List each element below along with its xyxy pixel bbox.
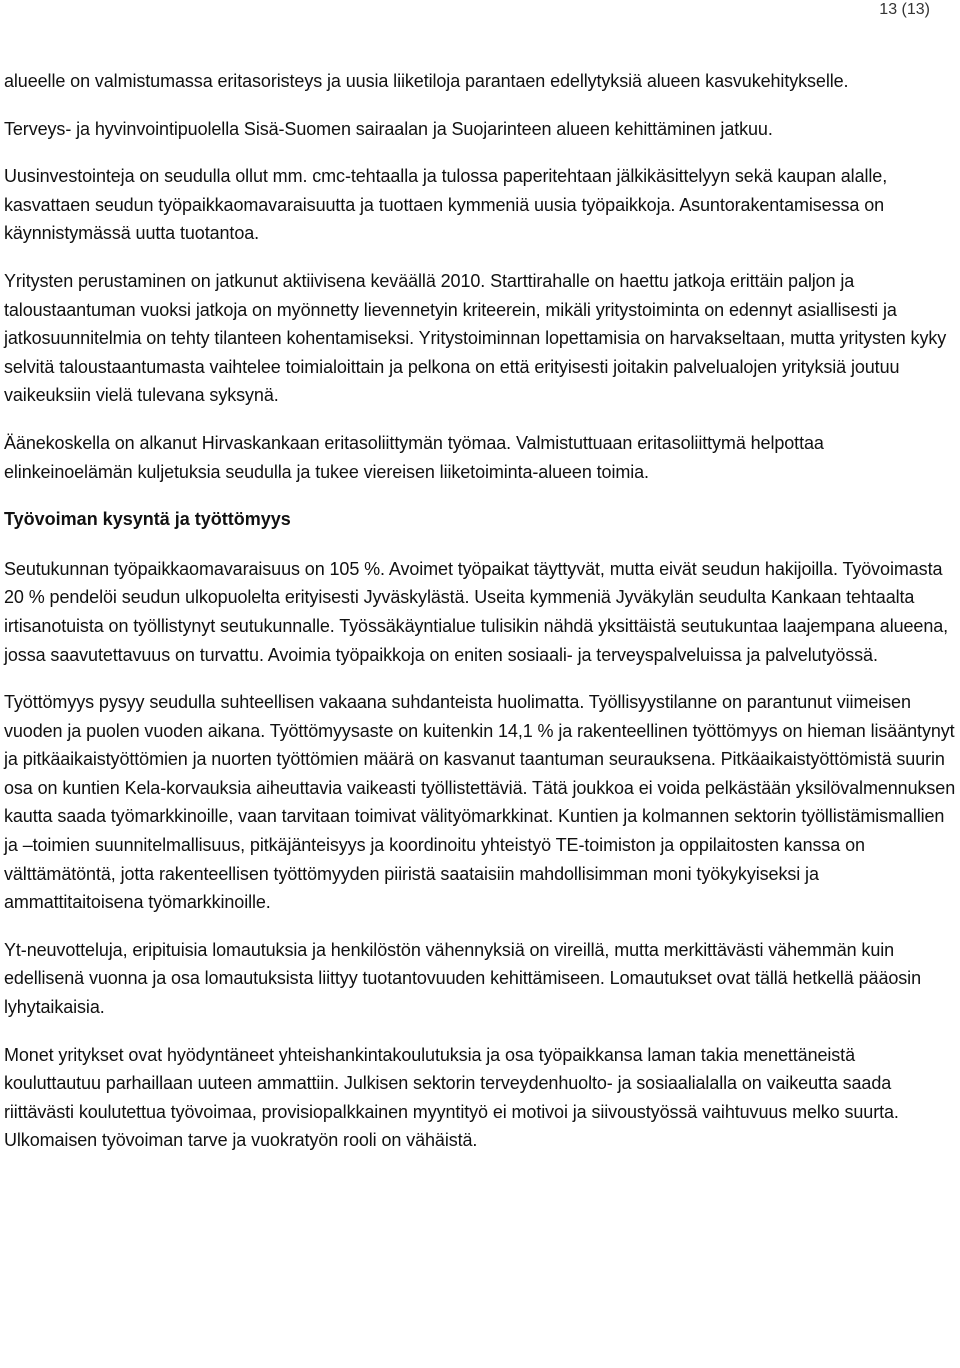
paragraph-layoffs: Yt-neuvotteluja, eripituisia lomautuksia ja henkilöstön vähennyksiä on vireillä, mutta merkittävästi vähemmän kuin edellisenä vuonna ja osa lomautuksista liittyy tuotantovuuden kehittämiseen. Lomautukset ovat tällä hetkellä pääosin lyhytaikaisia. [4, 939, 921, 1018]
paragraph-unemployment: Työttömyys pysyy seudulla suhteellisen vakaana suhdanteista huolimatta. Työllisyystilanne on parantunut viimeisen vuoden ja puolen vuoden aikana. Työttömyysaste on kuitenkin 14,1 % ja rakenteellinen työttömyys on hieman lisääntynyt ja pitkäaikaistyöttömien ja nuorten työttömien määrä on kasvanut taantuman seurauksena. Pitkäaikaistyöttömistä suurin osa on kuntien Kela-korvauksia aiheuttavia vaikeasti työllistettäviä. Tätä joukkoa ei voida pelkästään yksilövalmennuksen kautta saada työmarkkinoille, vaan tarvitaan toimivat välityömarkkinat. Kuntien ja kolmannen sektorin työllistämismallien ja –toimien suunnitelmallisuus, pitkäjänteisyys ja koordinoitu yhteistyö TE-toimiston ja oppilaitosten kanssa on välttämätöntä, jotta rakenteellisen työttömyyden piiristä saataisiin mahdollisimman moni työkykyiseksi ja ammattitaitoisena työmarkkinoille. [4, 692, 956, 913]
document-body [4, 67, 956, 1174]
paragraph-training: Monet yritykset ovat hyödyntäneet yhteishankintakoulutuksia ja osa työpaikkansa laman takia menettäneistä kouluttautuu parhaillaan uuteen ammattiin. Julkisen sektorin terveydenhuolto- ja sosiaalialalla on vaikeutta saada riittävästi koulutettua työvoimaa, provisiopalkkainen myyntityö ei motivoi ja siivoustyössä vaihtuvuus melko suurta. Ulkomaisen työvoiman tarve ja vuokratyön rooli on vähäistä. [4, 1044, 899, 1151]
section-heading: Työvoiman kysyntä ja työttömyys [4, 509, 291, 530]
paragraph-interchange: Äänekoskella on alkanut Hirvaskankaan eritasoliittymän työmaa. Valmistuttuaan eritasoliittymä helpottaa elinkeinoelämän kuljetuksia seudulla ja tukee viereisen liiketoiminta-alueen toimia. [4, 432, 824, 482]
page-number: 13 (13) [879, 1, 930, 18]
paragraph-health: Terveys- ja hyvinvointipuolella Sisä-Suomen sairaalan ja Suojarinteen alueen kehittäminen jatkuu. [4, 118, 773, 139]
paragraph-entrepreneurship: Yritysten perustaminen on jatkunut aktiivisena keväällä 2010. Starttirahalle on haettu jatkoja erittäin paljon ja taloustaantuman vuoksi jatkoja on myönnetty lievennetyin kriteerein, mikäli yritystoiminta on edennyt asiallisesti ja jatkosuunnitelmia on tehty tilanteen kohentamiseksi. Yritystoiminnan lopettamisia on harvakseltaan, mutta yritysten kyky selvitä taloustaantumasta vaihtelee toimialoittain ja pelkona on että erityisesti joitakin palvelualojen yrityksiä joutuu vaikeuksiin vielä tulevana syksynä. [4, 270, 947, 406]
paragraph-investments: Uusinvestointeja on seudulla ollut mm. cmc-tehtaalla ja tulossa paperitehtaan jälkikäsittelyyn sekä kaupan alalle, kasvattaen seudun työpaikkaomavaraisuutta ja tuottaen kymmeniä uusia työpaikkoja. Asuntorakentamisessa on käynnistymässä uutta tuotantoa. [4, 166, 888, 244]
paragraph-infrastructure: alueelle on valmistumassa eritasoristeys ja uusia liiketiloja parantaen edellytyksiä alueen kasvukehitykselle. [4, 71, 849, 91]
paragraph-labour-demand: Seutukunnan työpaikkaomavaraisuus on 105 %. Avoimet työpaikat täyttyvät, mutta eivät seudun hakijoilla. Työvoimasta 20 % pendelöi seudun ulkopuolelta erityisesti Jyväskylästä. Useita kymmeniä Jyväkylän seudulta Kankaan tehtaalta irtisanotuista on työllistynyt seutukunnalle. Työssäkäyntialue tulisikin nähdä yksittäistä seutukuntaa laajempana alueena, jossa saavutettavuus on turvattu. Avoimia työpaikkoja on eniten sosiaali- ja terveyspalveluissa ja palvelutyössä. [4, 558, 949, 665]
